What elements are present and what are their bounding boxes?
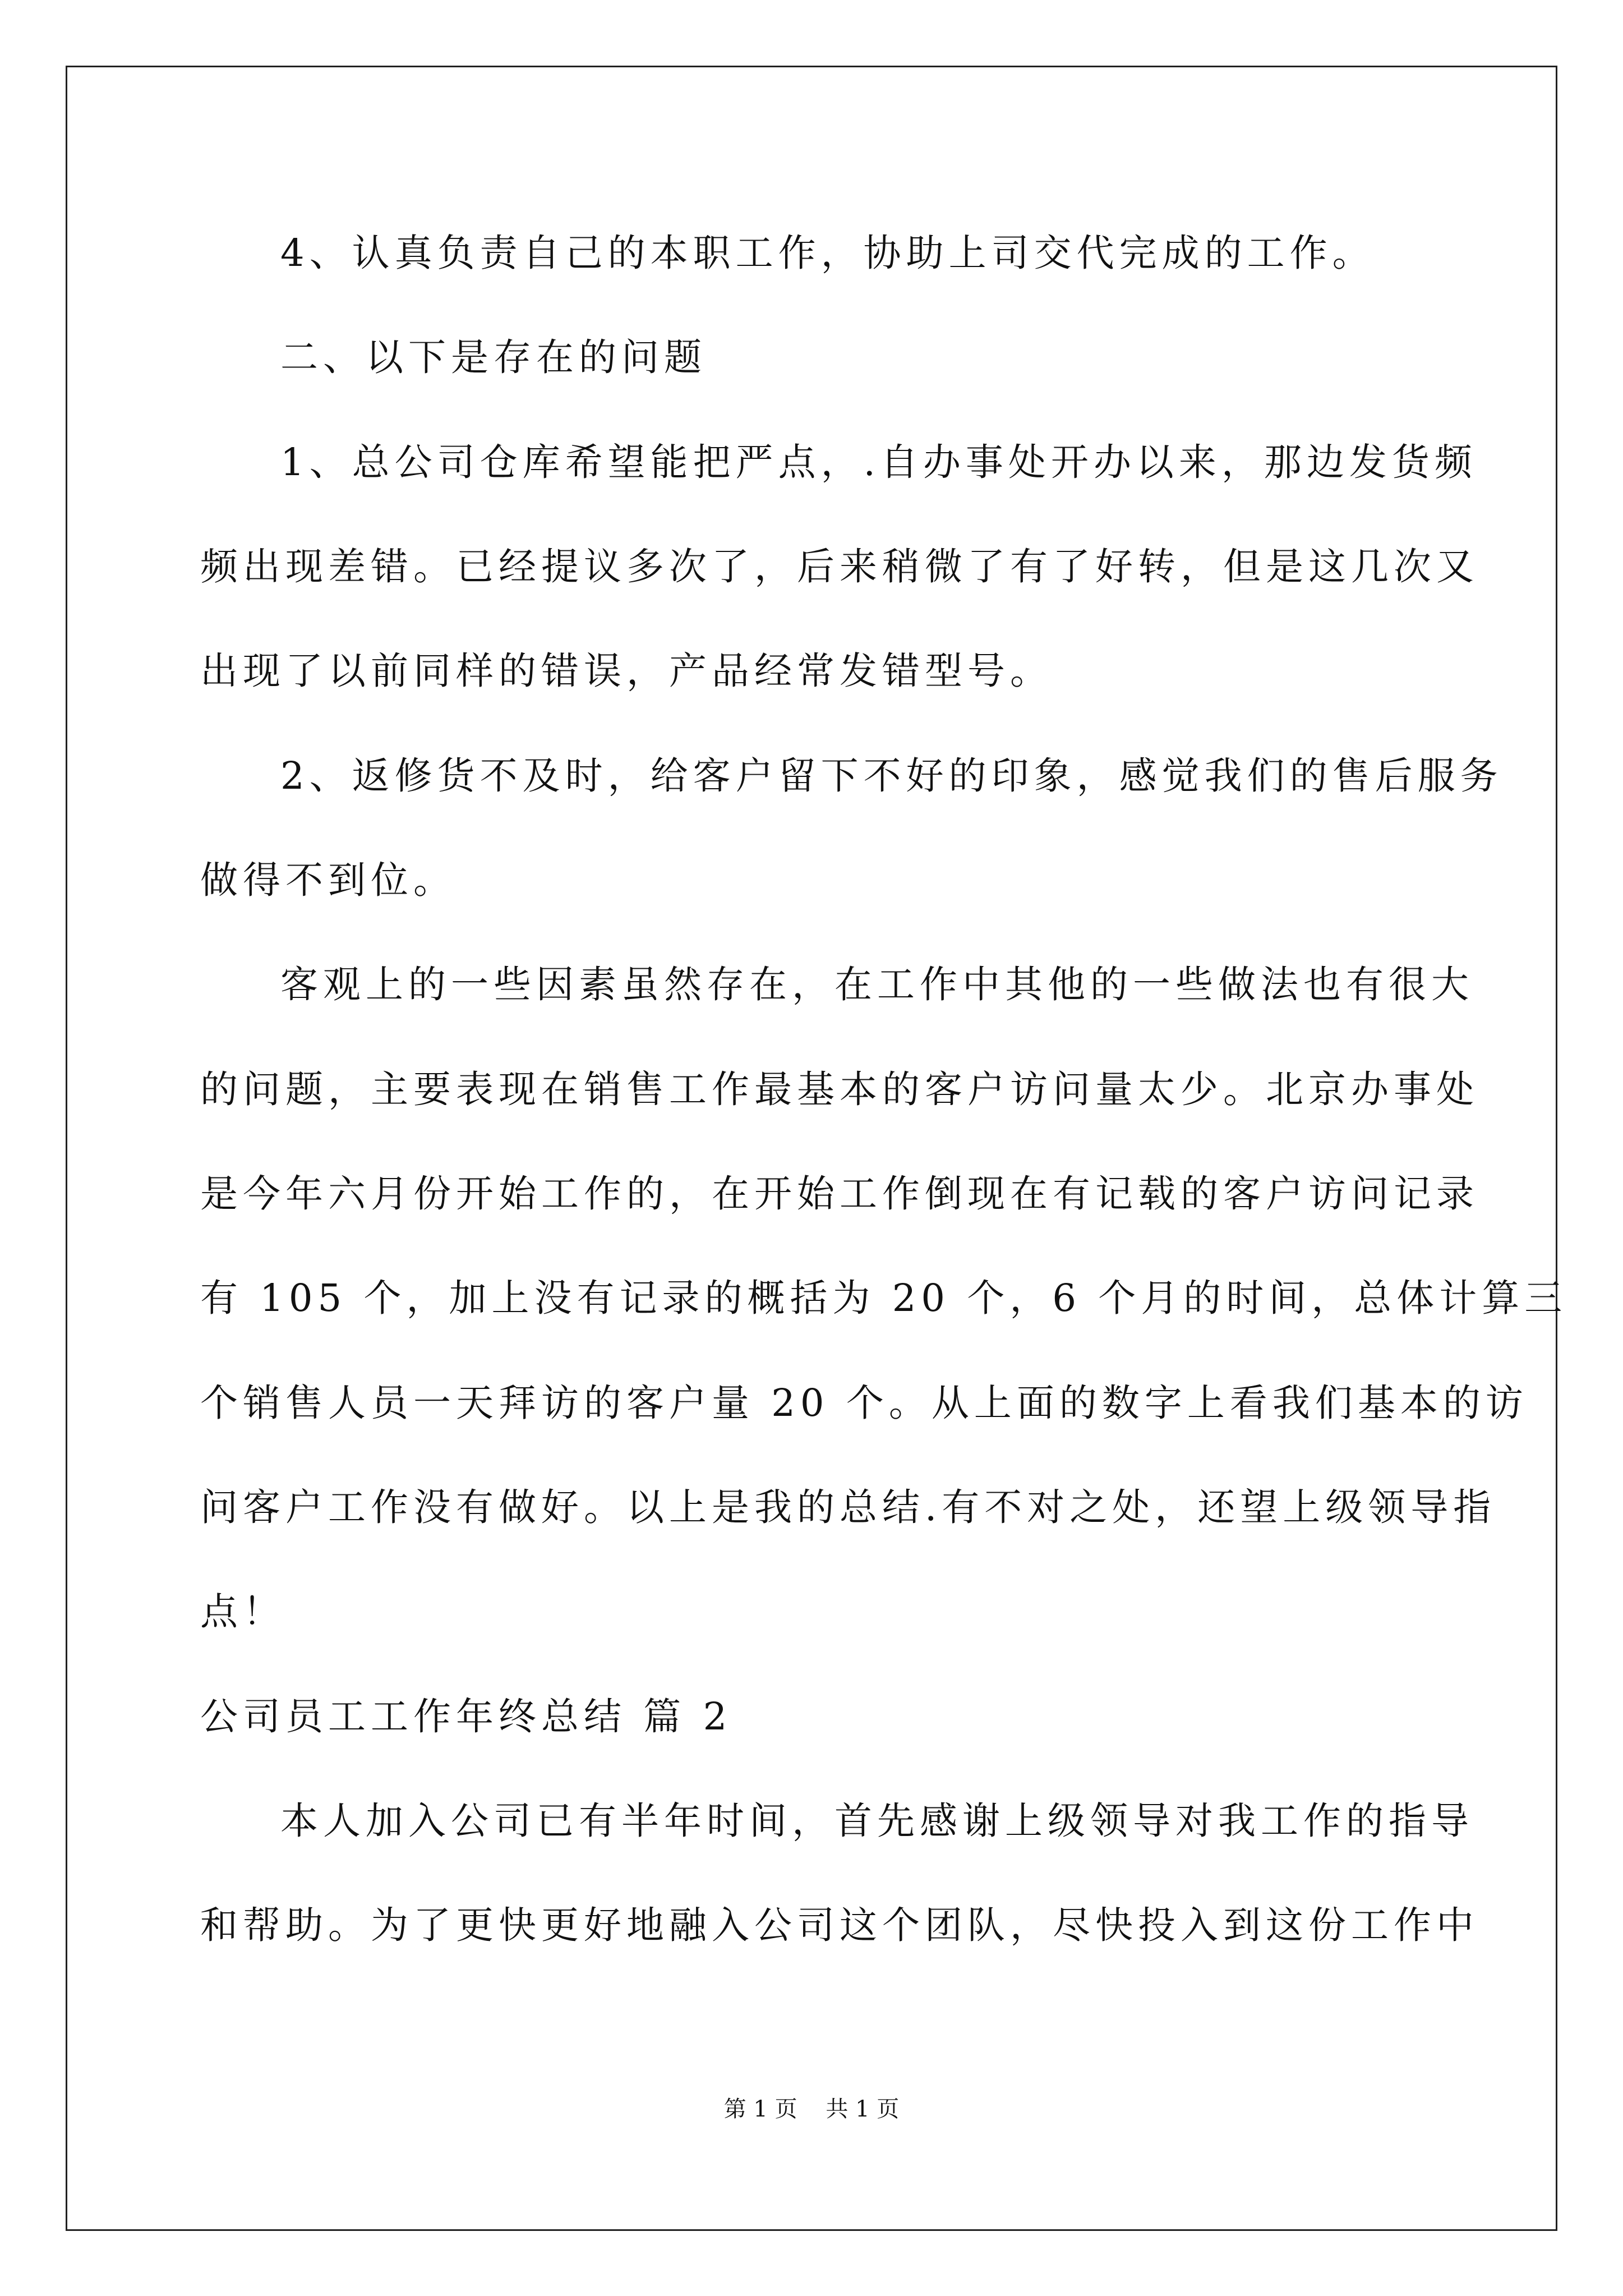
paragraph-line: 出现了以前同样的错误，产品经常发错型号。 bbox=[200, 649, 1053, 693]
paragraph-line: 本人加入公司已有半年时间，首先感谢上级领导对我工作的指导 bbox=[280, 1799, 1474, 1843]
paragraph-line: 的问题，主要表现在销售工作最基本的客户访问量太少。北京办事处 bbox=[200, 1068, 1479, 1111]
paragraph-line: 和帮助。为了更快更好地融入公司这个团队，尽快投入到这份工作中 bbox=[200, 1903, 1479, 1947]
paragraph-line: 做得不到位。 bbox=[200, 858, 456, 902]
article-heading: 公司员工工作年终总结 篇 2 bbox=[200, 1695, 732, 1738]
paragraph-line: 点！ bbox=[200, 1590, 285, 1634]
paragraph-line: 2、返修货不及时，给客户留下不好的印象，感觉我们的售后服务 bbox=[280, 754, 1503, 798]
paragraph-line: 有 105 个，加上没有记录的概括为 20 个，6 个月的时间，总体计算三 bbox=[200, 1276, 1567, 1320]
paragraph-line: 1、总公司仓库希望能把严点，.自办事处开办以来，那边发货频 bbox=[280, 440, 1477, 484]
paragraph-line: 个销售人员一天拜访的客户量 20 个。从上面的数字上看我们基本的访 bbox=[200, 1381, 1528, 1425]
paragraph-line: 是今年六月份开始工作的，在开始工作倒现在有记载的客户访问记录 bbox=[200, 1172, 1479, 1216]
paragraph-line: 频出现差错。已经提议多次了，后来稍微了有了好转，但是这几次又 bbox=[200, 545, 1479, 588]
paragraph-line: 客观上的一些因素虽然存在，在工作中其他的一些做法也有很大 bbox=[280, 963, 1474, 1006]
paragraph-line: 4、认真负责自己的本职工作，协助上司交代完成的工作。 bbox=[280, 231, 1375, 275]
page-footer: 第 1 页 共 1 页 bbox=[723, 2096, 900, 2122]
paragraph-line: 问客户工作没有做好。以上是我的总结.有不对之处，还望上级领导指 bbox=[200, 1485, 1496, 1529]
section-heading: 二、以下是存在的问题 bbox=[280, 335, 707, 379]
